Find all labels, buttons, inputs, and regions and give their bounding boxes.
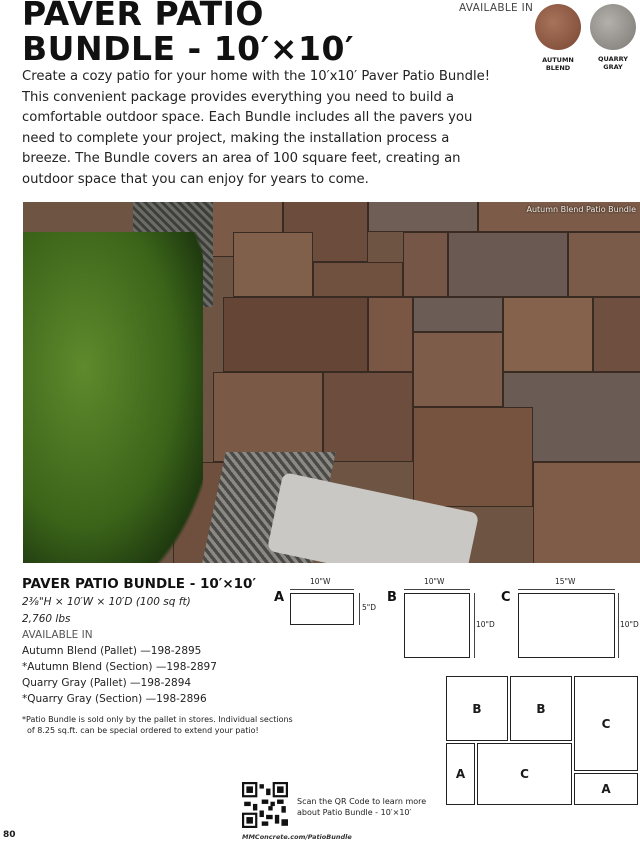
layout-paver-c: C	[477, 743, 572, 805]
page-title	[22, 0, 354, 66]
qr-text-line: Scan the QR Code to learn more	[297, 797, 427, 806]
paver-b-depth: 10"D	[476, 620, 495, 629]
layout-paver-b: B	[446, 676, 508, 741]
paver-a-depth: 5"D	[362, 603, 376, 612]
paver-a-width: 10"W	[310, 577, 331, 586]
title-line-1: PAVER PATIO	[22, 0, 264, 33]
description-line: outdoor space that you can enjoy for years to come.	[22, 171, 369, 187]
paver-c-depth: 10"D	[620, 620, 639, 629]
paver-b-diagram	[404, 593, 470, 658]
qr-code[interactable]	[242, 782, 288, 828]
sku-item: *Autumn Blend (Section) —198-2897	[22, 661, 217, 673]
sku-item: Autumn Blend (Pallet) —198-2895	[22, 645, 202, 657]
paver-a-letter: A	[274, 590, 285, 605]
swatch-label-line: BLEND	[545, 64, 571, 72]
description	[22, 67, 490, 191]
spec-weight: 2,760 lbs	[22, 613, 71, 625]
paver-c-letter: C	[501, 590, 511, 605]
title-line-2: BUNDLE - 10′×10′	[22, 29, 355, 68]
description-line: Create a cozy patio for your home with the 10′x10′ Paver Patio Bundle!	[22, 69, 491, 84]
layout-paver-a: A	[446, 743, 475, 805]
swatch-label-line: GRAY	[603, 63, 623, 71]
footnote-line: of 8.25 sq.ft. can be special ordered to extend your patio!	[27, 726, 259, 735]
paver-b-width: 10"W	[424, 577, 445, 586]
description-line: breeze. The Bundle covers an area of 100 square feet, creating an	[22, 151, 461, 167]
swatch-label-line: QUARRY	[598, 55, 628, 63]
paver-a-diagram	[290, 593, 354, 625]
available-in-header: AVAILABLE IN	[459, 2, 534, 14]
page-number: 80	[3, 830, 16, 840]
layout-paver-b: B	[510, 676, 572, 741]
spec-dimensions: 2⅜"H × 10′W × 10′D (100 sq ft)	[22, 596, 191, 608]
photo-caption: Autumn Blend Patio Bundle	[526, 205, 636, 214]
sku-item: *Quarry Gray (Section) —198-2896	[22, 693, 207, 705]
description-line: comfortable outdoor space. Each Bundle includes all the pavers you	[22, 110, 473, 126]
sku-item: Quarry Gray (Pallet) —198-2894	[22, 677, 192, 689]
autumn-blend-swatch	[535, 4, 581, 50]
patio-photo	[23, 202, 640, 563]
description-line: This convenient package provides everything you need to build a	[22, 89, 455, 105]
spec-available-label: AVAILABLE IN	[22, 629, 93, 641]
website-link[interactable]: MMConcrete.com/PatioBundle	[242, 833, 352, 841]
quarry-gray-swatch	[590, 4, 636, 50]
description-line: need to complete your project, making the installation process a	[22, 130, 450, 146]
paver-c-width: 15"W	[555, 577, 576, 586]
layout-paver-c: C	[574, 676, 638, 771]
spec-title: PAVER PATIO BUNDLE - 10′×10′	[22, 576, 257, 592]
autumn-blend-label	[533, 56, 583, 72]
layout-paver-a: A	[574, 773, 638, 805]
swatch-label-line: AUTUMN	[542, 56, 574, 64]
qr-instructions	[297, 796, 426, 818]
paver-c-diagram	[518, 593, 615, 658]
footnote-line: *Patio Bundle is sold only by the pallet in stores. Individual sections	[22, 715, 293, 724]
paver-b-letter: B	[387, 590, 397, 605]
qr-text-line: about Patio Bundle - 10′×10′	[297, 808, 412, 817]
quarry-gray-label	[588, 55, 638, 71]
footnote	[22, 714, 293, 736]
